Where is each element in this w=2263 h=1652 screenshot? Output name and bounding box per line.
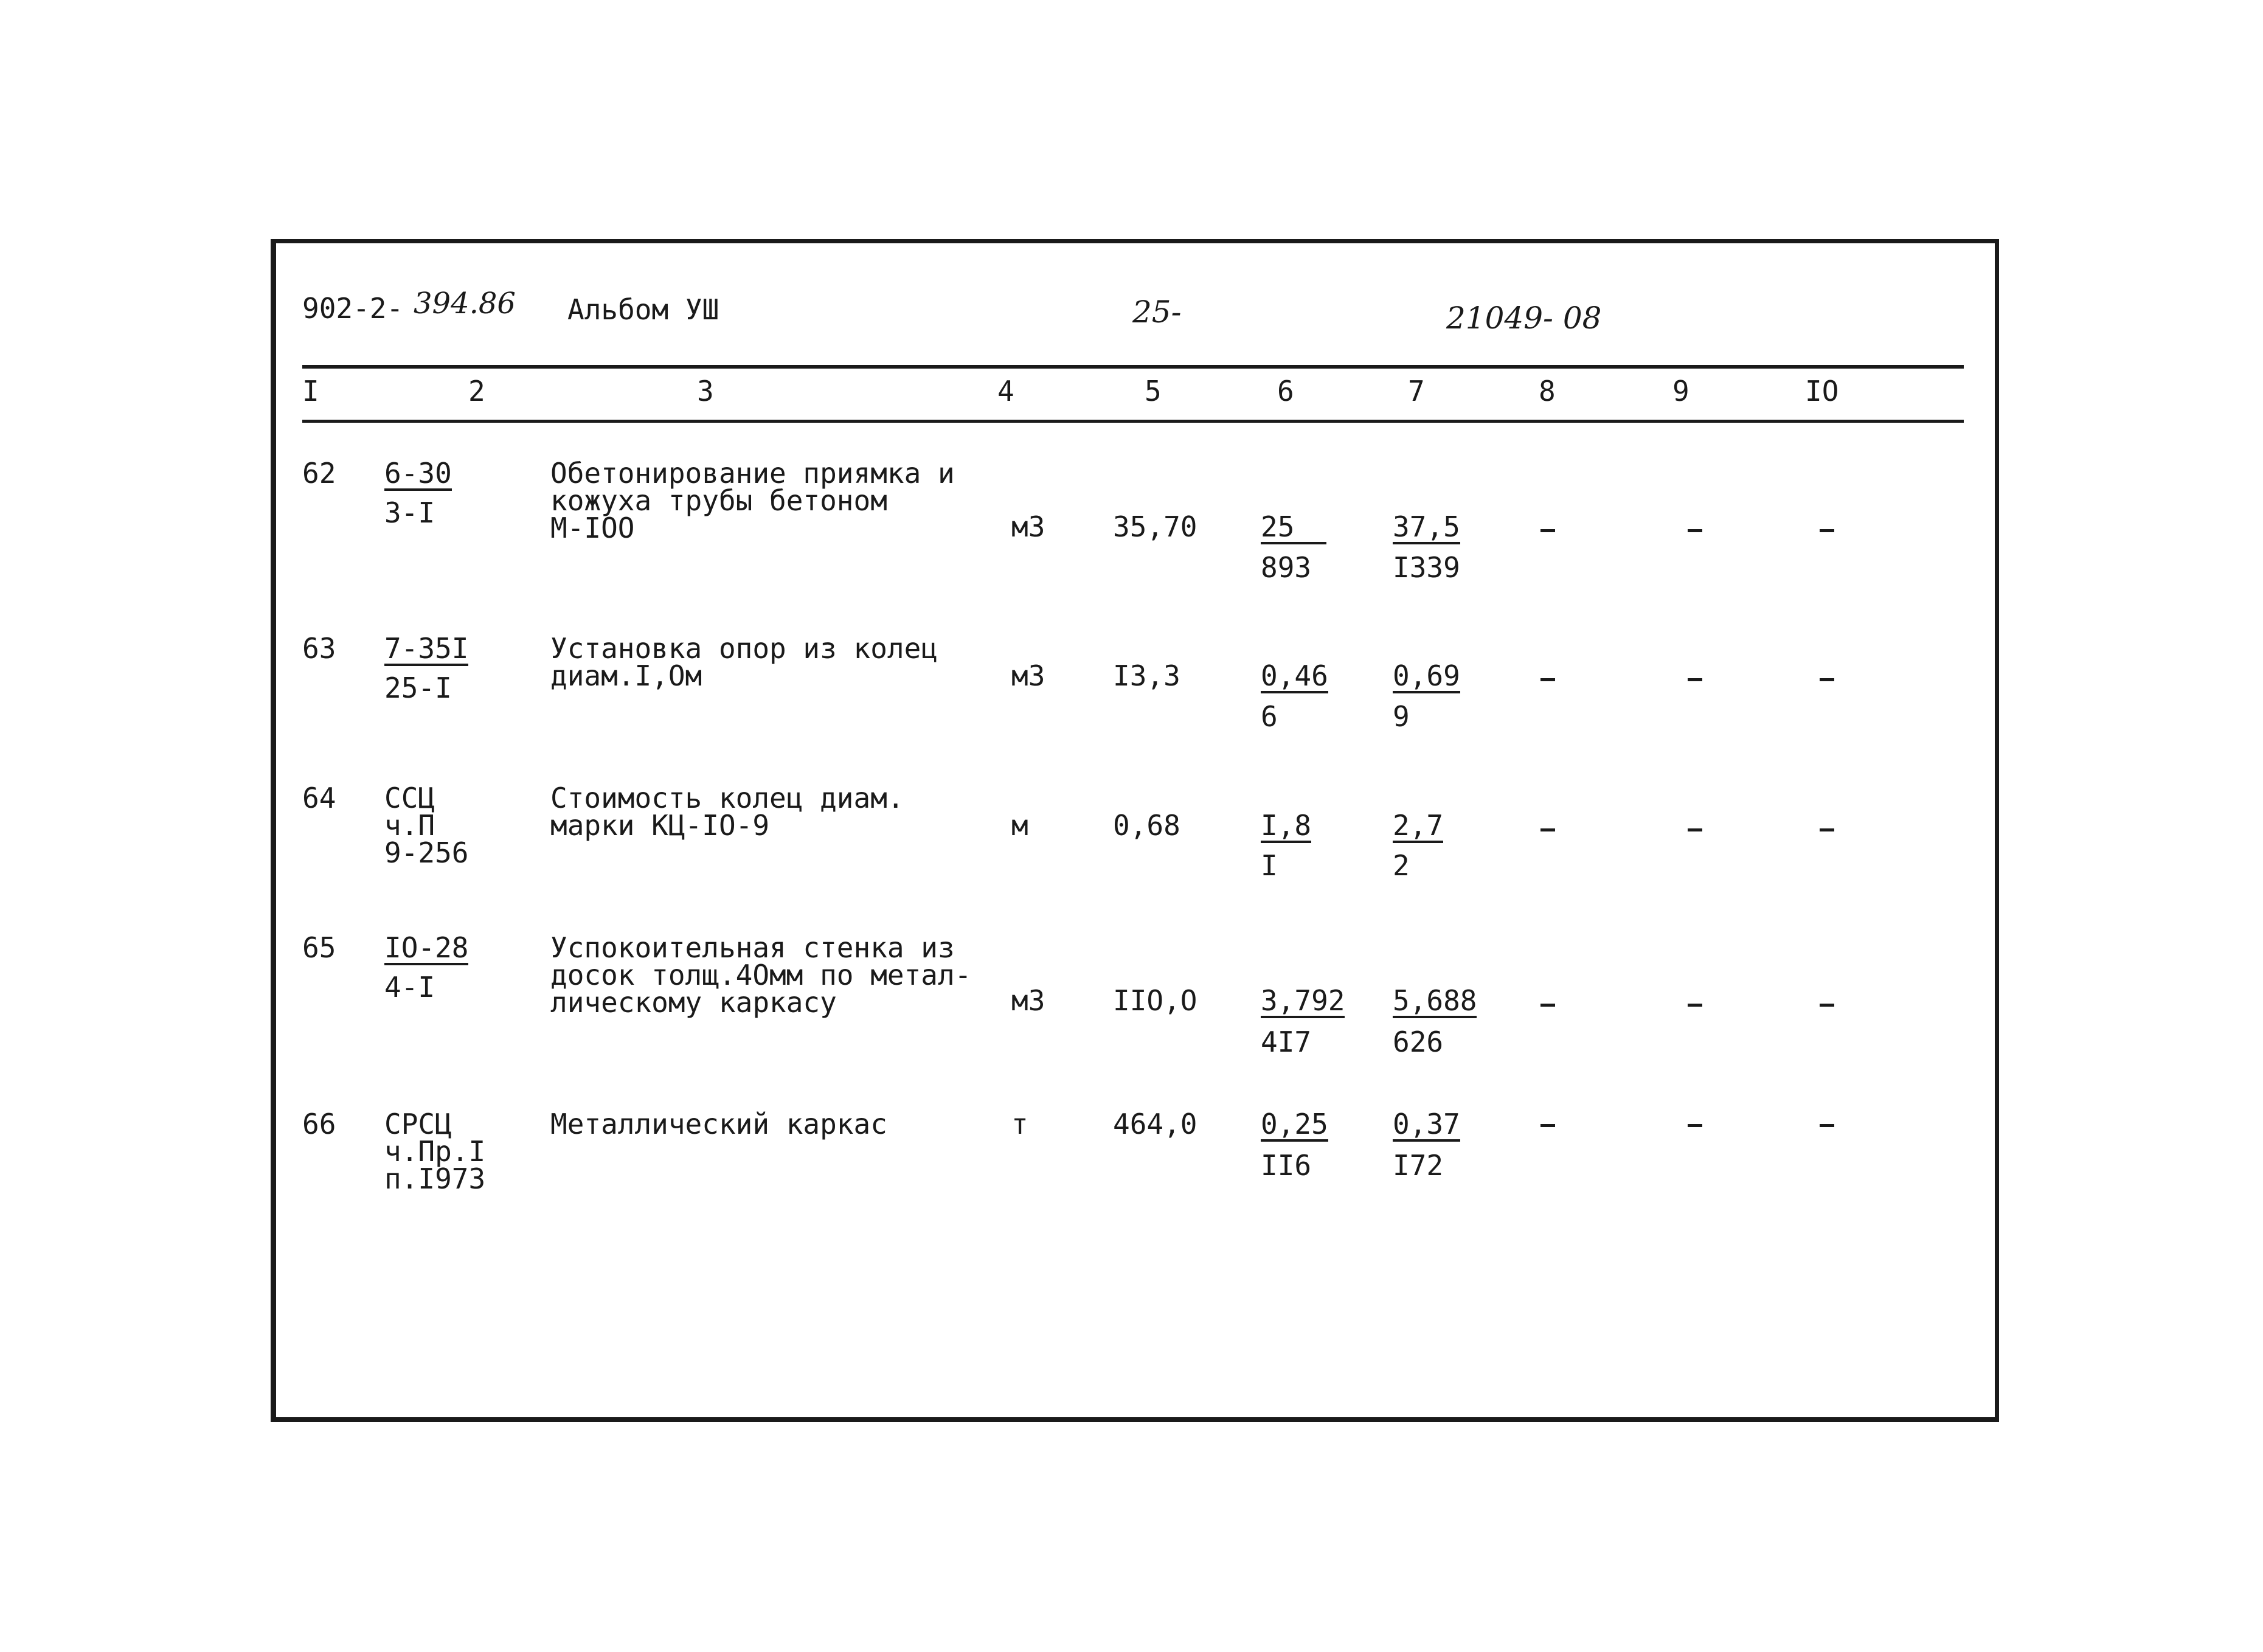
row-number: 65 (302, 931, 336, 964)
row-col10-dash (1820, 1124, 1834, 1127)
row-col8-dash (1540, 1124, 1555, 1127)
row-col9-dash (1688, 529, 1702, 532)
row-code-sub: 4-I (384, 971, 435, 1004)
row-unit: т (1011, 1108, 1028, 1140)
header-rule-top (302, 365, 1964, 369)
row-col8-dash (1540, 828, 1555, 831)
row-col7-bottom: 2 (1393, 849, 1410, 882)
row-col7-bottom: 626 (1393, 1026, 1444, 1058)
row-unit: м (1011, 809, 1028, 842)
column-header: 6 (1277, 375, 1294, 408)
project-number: 902-2- (302, 292, 404, 325)
document-code: 21049- 08 (1446, 300, 1602, 336)
row-col9-dash (1688, 1004, 1702, 1007)
row-description: Успокоительная стенка из (550, 931, 955, 964)
project-number-handwritten: 394.86 (414, 286, 516, 321)
row-col10-dash (1820, 1004, 1834, 1007)
row-description: Металлический каркас (550, 1108, 887, 1140)
row-code-sub: ч.П (384, 809, 435, 842)
row-col10-dash (1820, 678, 1834, 681)
row-col6-bottom: 6 (1261, 700, 1278, 733)
row-description: Установка опор из колец (550, 632, 938, 665)
row-unit: м3 (1011, 984, 1045, 1017)
row-col9-dash (1688, 1124, 1702, 1127)
column-header: I (302, 375, 319, 408)
page-number: 25- (1132, 294, 1182, 330)
column-header: IO (1805, 375, 1839, 408)
row-col7-top: 5,688 (1393, 984, 1477, 1017)
row-col7-bottom: I339 (1393, 551, 1460, 584)
column-header: 9 (1672, 375, 1689, 408)
row-col6-top: 0,46 (1261, 659, 1328, 692)
row-code-main: IО-28 (384, 931, 469, 964)
row-description: марки КЦ-IО-9 (550, 809, 770, 842)
row-col8-dash (1540, 529, 1555, 532)
column-header: 2 (468, 375, 485, 408)
row-code-main: 7-35I (384, 632, 469, 665)
row-number: 66 (302, 1108, 336, 1140)
row-col7-top: 0,37 (1393, 1108, 1460, 1140)
row-col6-bottom: I (1261, 849, 1278, 882)
row-code-main: 6-30 (384, 457, 452, 490)
row-quantity: 464,0 (1113, 1108, 1197, 1140)
row-col7-top: 2,7 (1393, 809, 1444, 842)
album-label: Альбом УШ (567, 293, 719, 326)
column-header: 5 (1145, 375, 1162, 408)
row-code-sub: ч.Пр.I (384, 1135, 486, 1168)
row-col6-bottom: 4I7 (1261, 1026, 1312, 1058)
row-col10-dash (1820, 529, 1834, 532)
row-quantity: 0,68 (1113, 809, 1180, 842)
row-code-main: СРСЦ (384, 1108, 452, 1140)
row-description: Обетонирование приямка и (550, 457, 955, 490)
row-number: 64 (302, 782, 336, 814)
row-code-sub: 25-I (384, 672, 452, 704)
column-header: 4 (997, 375, 1014, 408)
column-header: 7 (1408, 375, 1425, 408)
row-description: Стоимость колец диам. (550, 782, 904, 814)
row-description: досок толщ.4Омм по метал- (550, 959, 972, 991)
row-description: кожуха трубы бетоном (550, 484, 887, 517)
row-col6-top: 0,25 (1261, 1108, 1328, 1140)
row-code-sub: 9-256 (384, 836, 469, 869)
row-col9-dash (1688, 678, 1702, 681)
row-col6-top: I,8 (1261, 809, 1312, 842)
row-col7-bottom: 9 (1393, 700, 1410, 733)
row-quantity: 35,70 (1113, 510, 1197, 543)
row-col6-top: 25 (1261, 513, 1326, 544)
row-description: М-IОО (550, 512, 635, 544)
row-col7-top: 0,69 (1393, 659, 1460, 692)
row-col7-top: 37,5 (1393, 510, 1460, 543)
row-quantity: I3,3 (1113, 659, 1180, 692)
row-col7-bottom: I72 (1393, 1149, 1444, 1182)
row-col10-dash (1820, 828, 1834, 831)
row-col6-top: 3,792 (1261, 984, 1345, 1017)
row-col8-dash (1540, 1004, 1555, 1007)
row-description: лическому каркасу (550, 986, 837, 1019)
row-description: диам.I,Ом (550, 659, 702, 692)
column-header: 8 (1539, 375, 1556, 408)
row-col8-dash (1540, 678, 1555, 681)
row-col6-bottom: 893 (1261, 551, 1312, 584)
row-code-sub: 3-I (384, 496, 435, 529)
row-code-sub: п.I973 (384, 1162, 486, 1195)
row-unit: м3 (1011, 510, 1045, 543)
row-quantity: IIО,О (1113, 984, 1197, 1017)
row-number: 62 (302, 457, 336, 490)
header-rule-bottom (302, 420, 1964, 423)
column-header: 3 (697, 375, 714, 408)
row-code-main: ССЦ (384, 782, 435, 814)
row-unit: м3 (1011, 659, 1045, 692)
row-col9-dash (1688, 828, 1702, 831)
row-col6-bottom: II6 (1261, 1149, 1312, 1182)
row-number: 63 (302, 632, 336, 665)
